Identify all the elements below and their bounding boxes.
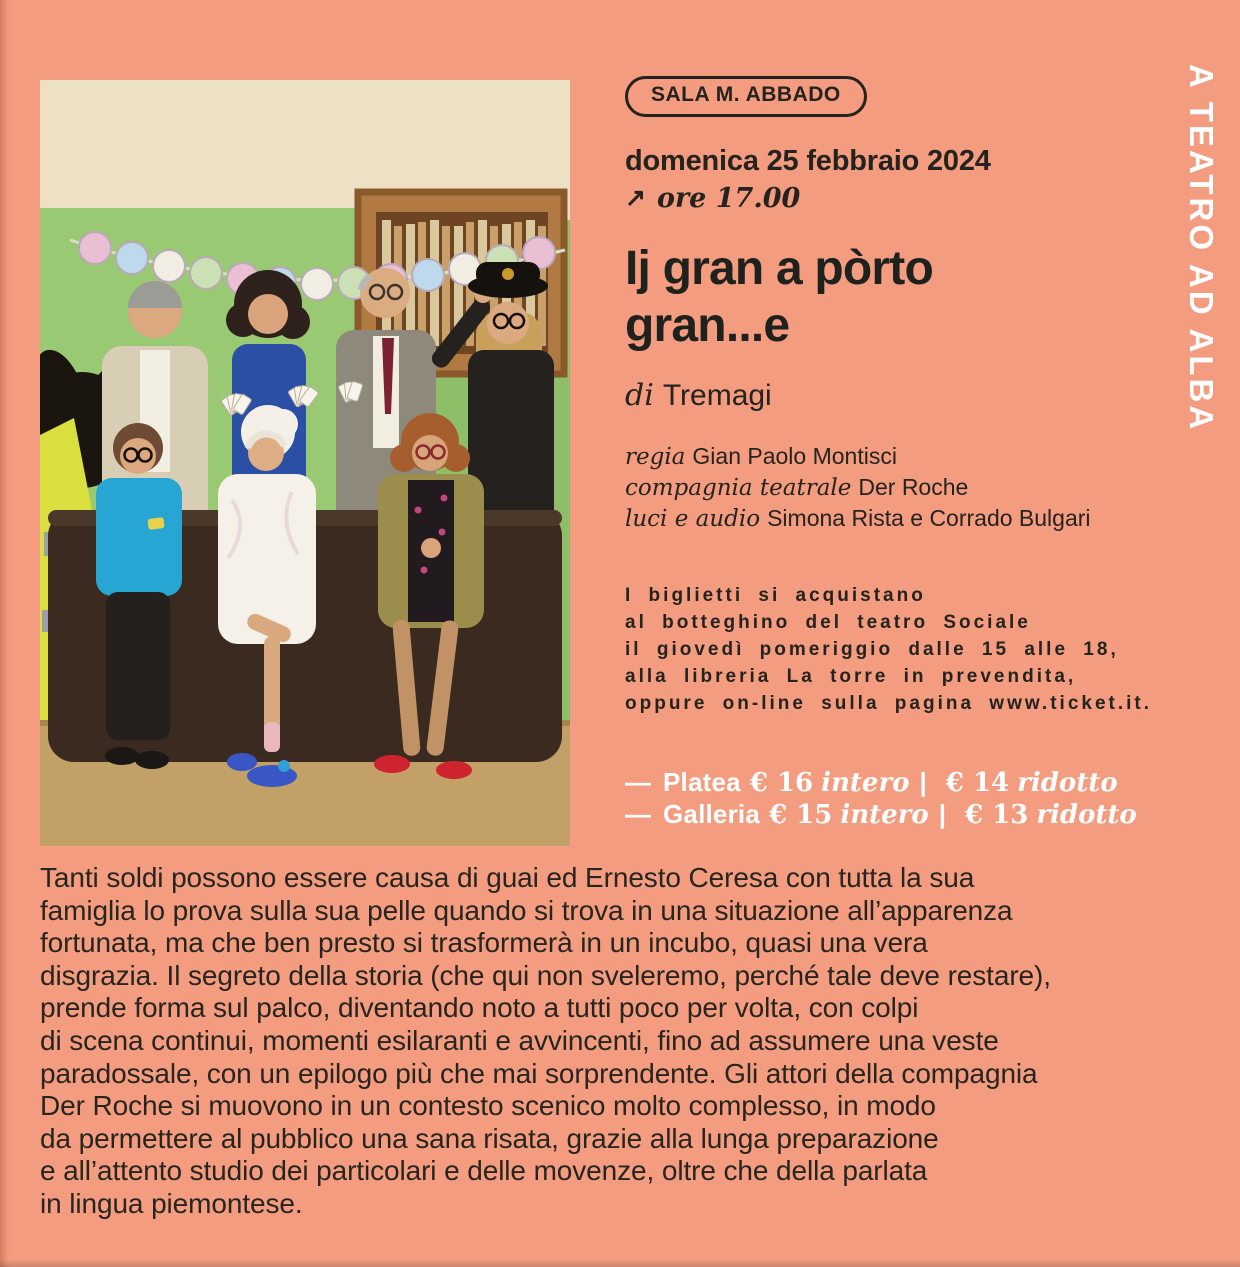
credit-row-luci-audio — [625, 503, 1220, 534]
credit-value: Simona Rista e Corrado Bulgari — [767, 505, 1091, 531]
synopsis-line: prende forma sul palco, diventando noto a tutti poco per volta, con colpi — [40, 992, 919, 1024]
show-title-line2: gran...e — [625, 299, 790, 352]
price-reduced-label: ridotto — [1017, 768, 1118, 798]
dash-icon: — — [625, 767, 651, 797]
credit-value: Der Roche — [858, 474, 969, 500]
section-banner: A TEATRO AD ALBA — [1183, 64, 1220, 433]
synopsis-line: Der Roche si muovono in un contesto scenico molto complesso, in modo — [40, 1090, 936, 1122]
venue-badge: SALA M. ABBADO — [625, 76, 867, 117]
synopsis-line: paradossale, con un epilogo più che mai sorprendente. Gli attori della compagnia — [40, 1057, 1038, 1089]
price-section: Platea — [663, 767, 741, 797]
price-full: € 15 — [769, 800, 833, 830]
byline — [625, 378, 1220, 413]
event-time-row — [625, 183, 1220, 214]
synopsis-line: e all’attento studio dei particolari e delle movenze, oltre che della parlata — [40, 1155, 928, 1187]
synopsis-line: fortunata, ma che ben presto si trasformerà in un incubo, quasi una vera — [40, 927, 928, 959]
stage-photo — [40, 80, 570, 846]
stage-photo-illustration — [40, 80, 570, 846]
credit-label: compagnia teatrale — [625, 475, 852, 501]
dash-icon: — — [625, 799, 651, 829]
ticket-info — [625, 582, 1220, 717]
page-edge-shadow — [0, 0, 9, 1267]
credit-value: Gian Paolo Montisci — [692, 443, 897, 469]
separator-icon: | — [919, 767, 927, 797]
byline-label: di — [625, 378, 654, 413]
ticket-info-line: al botteghino del teatro Sociale — [625, 612, 1031, 633]
ticket-info-line: I biglietti si acquistano — [625, 585, 926, 606]
synopsis — [40, 862, 1225, 1221]
ticket-info-line: alla libreria La torre in prevendita, — [625, 666, 1077, 687]
price-row-galleria — [625, 799, 1220, 831]
price-section: Galleria — [663, 799, 760, 829]
page-bottom-shadow — [0, 1259, 1240, 1267]
synopsis-line: in lingua piemontese. — [40, 1187, 303, 1219]
event-date: domenica 25 febbraio 2024 — [625, 145, 991, 177]
credit-row-regia — [625, 441, 1220, 472]
price-reduced-label: ridotto — [1036, 800, 1137, 830]
credit-row-compagnia — [625, 472, 1220, 503]
event-details — [625, 76, 1220, 831]
synopsis-line: Tanti soldi possono essere causa di guai ed Ernesto Ceresa con tutta la sua — [40, 862, 975, 893]
ticket-info-line: oppure on-line sulla pagina www.ticket.it. — [625, 693, 1153, 714]
ticket-info-line: il giovedì pomeriggio dalle 15 alle 18, — [625, 639, 1119, 660]
price-full-label: intero — [821, 768, 910, 798]
event-time: ore 17.00 — [656, 183, 801, 214]
show-title-line1: Ij gran a pòrto — [625, 242, 934, 295]
price-list — [625, 767, 1220, 831]
price-reduced: € 13 — [964, 800, 1029, 830]
synopsis-line: di scena continui, momenti esilaranti e avvincenti, fino ad assumere una veste — [40, 1024, 999, 1056]
separator-icon: | — [938, 799, 946, 829]
synopsis-line: famiglia lo prova sulla sua pelle quando si trova in una situazione all’apparenza — [40, 894, 1013, 926]
credits-list — [625, 441, 1220, 534]
synopsis-line: disgrazia. Il segreto della storia (che qui non sveleremo, perché tale deve restare), — [40, 959, 1051, 991]
price-full-label: intero — [840, 800, 929, 830]
credit-label: luci e audio — [625, 506, 761, 532]
byline-author: Tremagi — [662, 379, 772, 412]
synopsis-line: da permettere al pubblico una sana risata, grazie alla lunga preparazione — [40, 1122, 939, 1154]
price-reduced: € 14 — [945, 768, 1010, 798]
show-title — [625, 240, 1220, 354]
arrow-up-right-icon: ↗ — [625, 184, 646, 212]
credit-label: regia — [625, 444, 686, 470]
price-row-platea — [625, 767, 1220, 799]
price-full: € 16 — [749, 768, 814, 798]
